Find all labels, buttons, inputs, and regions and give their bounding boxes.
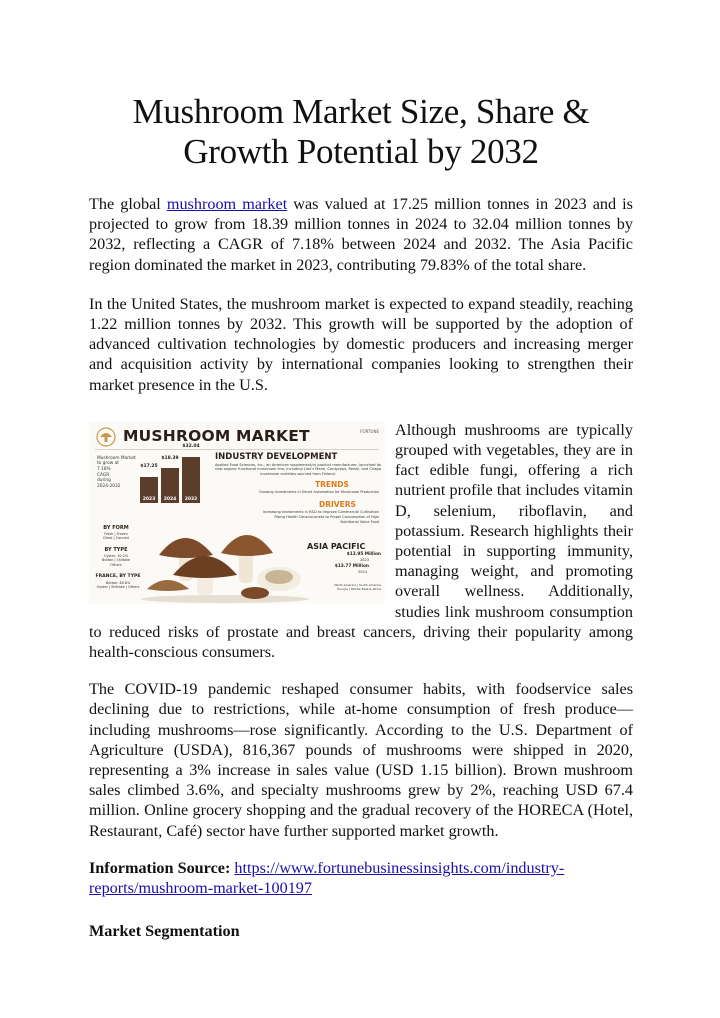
drivers-text: Increasing Investments in R&D to Improve Commercial Cultivation Rising Health Consciousness to Propel Consumption of High Nutritional Value Food [262,509,379,524]
france-by-type-heading: FRANCE, BY TYPE [95,573,141,579]
mushrooms-illustration [137,519,317,603]
document-page [89,0,633,942]
bar-value-2024: $18.39 [161,455,179,461]
by-form-heading: BY FORM [103,524,129,531]
by-type-text: Oyster: 30.2% Button | Shiitake Others [101,553,131,567]
nutrition-paragraph: Although mushrooms are typically grouped with vegetables, they are in fact edible fungi, offering a rich nutrient profile that includes vitamin D, selenium, riboflavin, and potassium. Research highlights their potential in supporting immunity, managing weight, and promoting overall wellness. Additionally, studies link mushroom consumption to reduced risks of prostate and breast cancers, driving their popularity among health-conscious consumers. [89,420,633,662]
trends-heading: TRENDS [315,479,349,489]
intro-text-end: was valued at 17.25 million tonnes in 2023 and is projected to grow from 18.39 million tonnes in 2024 to 32.04 million tonnes by 2032, reflecting a CAGR of 7.18% between 2024 and 2032. The Asia Pacific region dominated the market in 2023, contributing 79.83% of the total share. [89,195,633,274]
market-segmentation-heading: Market Segmentation [89,922,240,941]
asia-value-2024: $13.77 Million [334,563,369,569]
mushroom-market-infographic [89,421,385,604]
intro-text-start: The global [89,195,167,213]
information-source-link[interactable]: https://www.fortunebusinessinsights.com/industry-reports/mushroom-market-100197 [89,858,565,898]
us-market-paragraph: In the United States, the mushroom market is expected to expand steadily, reaching 1.22 million tonnes by 2032. This growth will be supported by the adoption of advanced cultivation technologies by domestic producers and increasing merger and acquisition activity by international companies looking to strengthen their market presence in the U.S. [89,294,633,394]
drivers-heading: DRIVERS [319,499,356,509]
asia-value-2023: $12.95 Million [346,551,381,557]
by-type-heading: BY TYPE [104,546,128,553]
industry-development-heading: INDUSTRY DEVELOPMENT [215,451,338,462]
brand-label: FORTUNE [360,428,379,434]
mushroom-market-link[interactable]: mushroom market [166,195,288,213]
infographic-section [89,420,633,662]
france-by-type-text: Button: 46.8% Oyster | Shiitake | Others [96,580,140,590]
covid-paragraph: The COVID-19 pandemic reshaped consumer habits, with foodservice sales declining due to restrictions, while at-home consumption of fresh produce—including mushrooms—rose significantly. According to the U.S. Department of Agriculture (USDA), 816,367 pounds of mushrooms were shipped in 2020, representing a 3% increase in sales value (USD 1.15 billion). Brown mushroom sales climbed 3.6%, and specialty mushrooms grew by 2%, reaching USD 67.4 million. Online grocery shopping and the gradual recovery of the HORECA (Hotel, Restaurant, Café) sector have further supported market growth. [89,680,633,840]
bar-value-2032: $32.04 [182,443,200,449]
intro-paragraph [89,194,633,275]
industry-development-text: Applied Food Sciences, Inc., an American supplement/ry product manufacturer, launched its new organic functional mushroom line, including Lion's Mane, Cordyceps, Reishi, and Chaga mushroom varieties sourced from Finland. [214,462,382,477]
divider [95,449,379,450]
page-title: Mushroom Market Size, Share & Growth Potential by 2032 [132,92,590,171]
bar-value-2023: $17.25 [140,463,158,469]
other-regions-text: North America | South America Europe | Middle East & Africa [334,582,381,591]
information-source [89,858,633,898]
asia-year-2024: 2024 [358,569,367,574]
bar-year-2032: 2032 [184,496,198,502]
trends-text: Growing Investments in Smart Automation for Mushroom Production [259,489,379,494]
mushroom-logo-icon [96,427,116,447]
asia-pacific-heading: ASIA PACIFIC [307,541,366,551]
information-source-label: Information Source: [89,858,231,877]
bar-year-2023: 2023 [142,496,156,502]
bar-year-2024: 2024 [163,496,177,502]
asia-year-2023: 2023 [360,557,369,562]
infographic-title: MUSHROOM MARKET [123,426,310,445]
cagr-text: Mushroom Market to grow at 7.18% CAGR during 2024-2032 [97,455,136,489]
by-form-text: Fresh | Frozen Dried | Canned [103,531,129,541]
